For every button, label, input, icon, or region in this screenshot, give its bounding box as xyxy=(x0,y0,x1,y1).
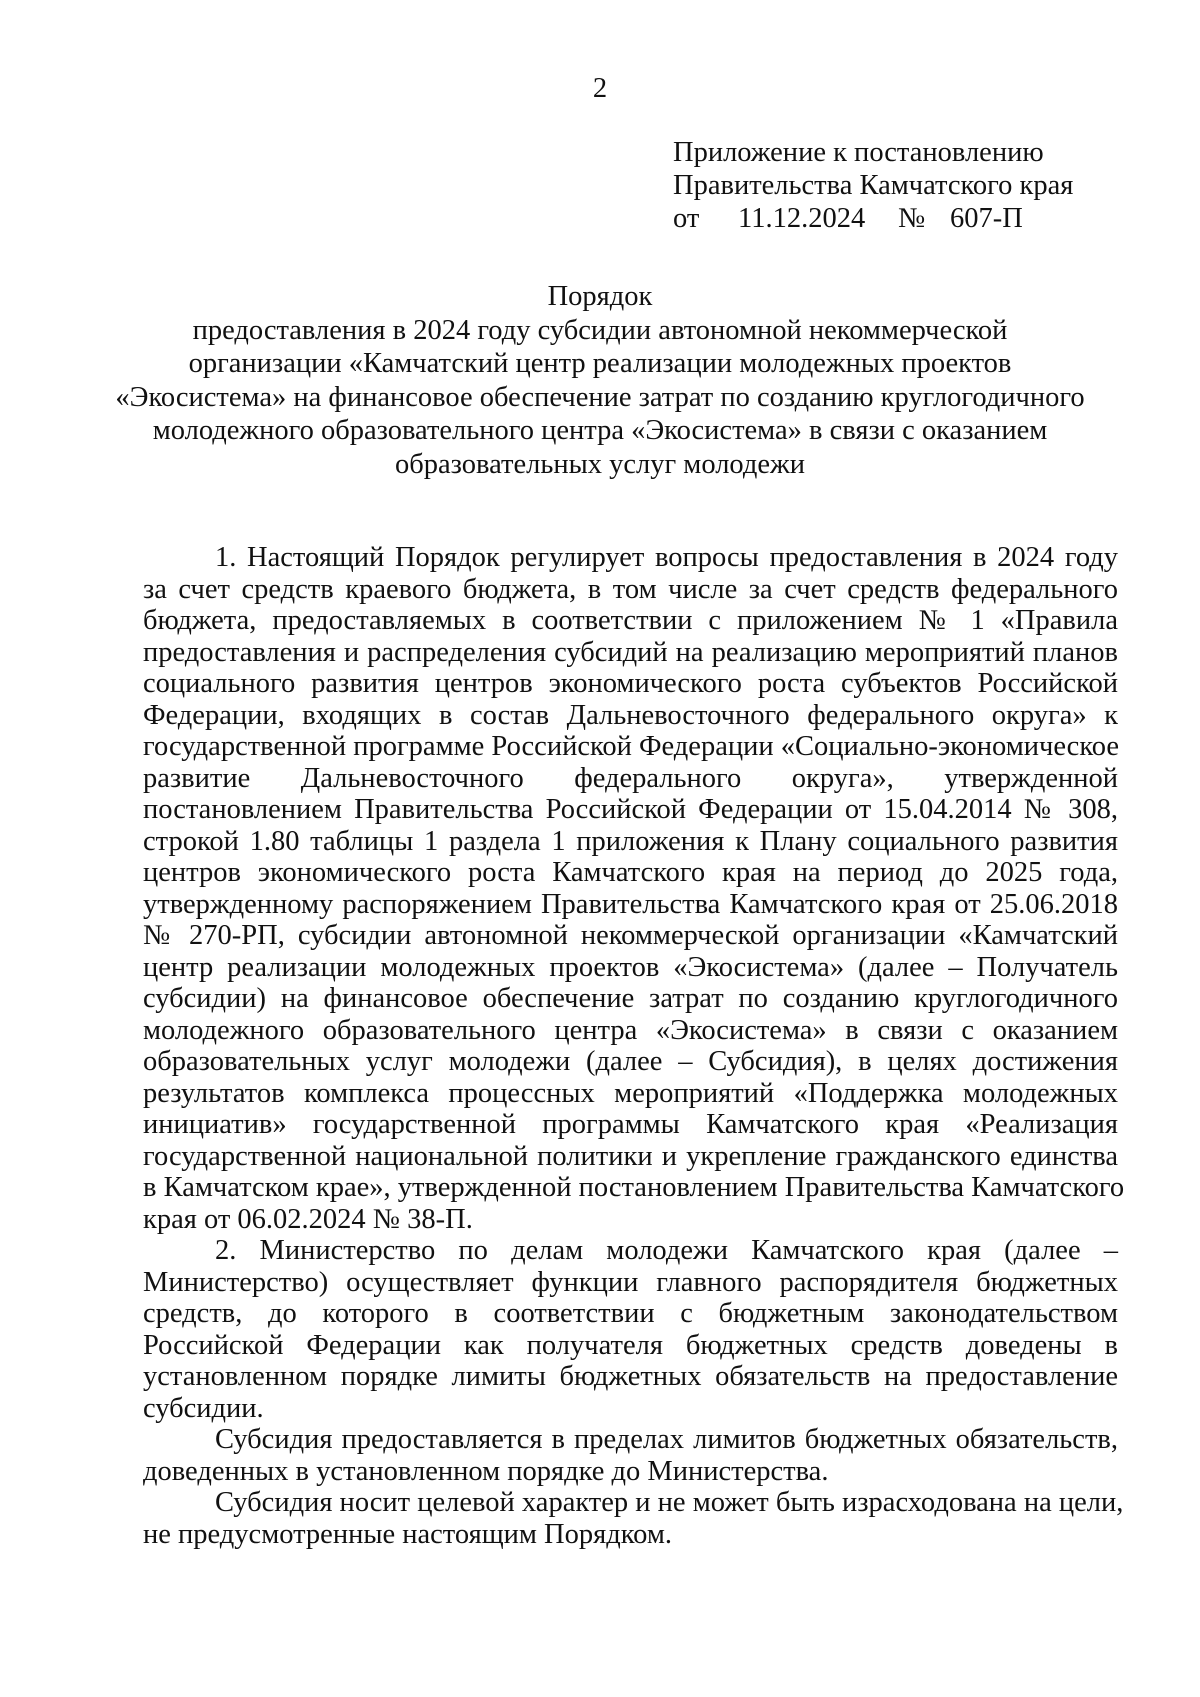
paragraph-line: субсидии) на финансовое обеспечение затрат по созданию круглогодичного xyxy=(143,983,1118,1014)
paragraph-line: государственной национальной политики и укрепление гражданского единства xyxy=(143,1140,1118,1172)
page-number: 2 xyxy=(592,73,608,104)
paragraph-line: за счет средств краевого бюджета, в том числе за счет средств федерального xyxy=(143,573,1118,605)
paragraph-line: строкой 1.80 таблицы 1 раздела 1 приложения к Плану социального развития xyxy=(143,825,1118,857)
paragraph-line: доведенных в установленном порядке до Министерства. xyxy=(143,1455,829,1487)
paragraph-line: Федерации, входящих в состав Дальневосточного федерального округа» к xyxy=(143,699,1118,731)
paragraph-line: не предусмотренные настоящим Порядком. xyxy=(143,1518,673,1550)
paragraph-line: 1. Настоящий Порядок регулирует вопросы предоставления в 2024 году xyxy=(215,542,1118,573)
paragraph-line: средств, до которого в соответствии с бюджетным законодательством xyxy=(143,1298,1118,1329)
title-line: предоставления в 2024 году субсидии автономной некоммерческой xyxy=(192,314,1008,346)
document-body xyxy=(143,542,1125,1550)
appendix-number-sign: № xyxy=(898,203,926,234)
paragraph-line: бюджета, предоставляемых в соответствии с приложением № 1 «Правила xyxy=(143,605,1118,636)
paragraph-line: предоставления и распределения субсидий на реализацию мероприятий планов xyxy=(143,636,1118,668)
title-line: образовательных услуг молодежи xyxy=(395,448,805,480)
paragraph-line: Субсидия носит целевой характер и не может быть израсходована на цели, xyxy=(215,1487,1124,1518)
paragraph-line: постановлением Правительства Российской Федерации от 15.04.2014 № 308, xyxy=(143,794,1118,825)
appendix-date: 11.12.2024 xyxy=(738,203,866,234)
paragraph xyxy=(143,542,1125,1235)
paragraph xyxy=(143,1424,1118,1487)
paragraph-line: Министерство) осуществляет функции главного распорядителя бюджетных xyxy=(143,1266,1118,1298)
paragraph-line: центр реализации молодежных проектов «Экосистема» (далее – Получатель xyxy=(143,951,1118,983)
title-line: молодежного образовательного центра «Экосистема» в связи с оказанием xyxy=(152,415,1048,447)
paragraph xyxy=(143,1487,1124,1550)
appendix-header xyxy=(673,136,1153,235)
paragraph-line: в Камчатском крае», утвержденной постановлением Правительства Камчатского xyxy=(143,1172,1125,1203)
paragraph-line: результатов комплекса процессных мероприятий «Поддержка молодежных xyxy=(143,1077,1118,1109)
paragraph-line: субсидии. xyxy=(143,1392,264,1424)
paragraph-line: развитие Дальневосточного федерального округа», утвержденной xyxy=(143,762,1118,794)
paragraph-line: Российской Федерации как получателя бюджетных средств доведены в xyxy=(143,1329,1118,1361)
paragraph-line: края от 06.02.2024 № 38-П. xyxy=(143,1203,473,1235)
paragraph-line: 2. Министерство по делам молодежи Камчатского края (далее – xyxy=(215,1235,1118,1266)
title-line: организации «Камчатский центр реализации молодежных проектов xyxy=(188,348,1012,380)
paragraph xyxy=(143,1235,1118,1424)
paragraph-line: государственной программе Российской Федерации «Социально-экономическое xyxy=(143,731,1119,762)
paragraph-line: № 270-РП, субсидии автономной некоммерческой организации «Камчатский xyxy=(143,920,1118,951)
paragraph-line: инициатив» государственной программы Камчатского края «Реализация xyxy=(143,1109,1118,1140)
paragraph-line: утвержденному распоряжением Правительства Камчатского края от 25.06.2018 xyxy=(143,888,1118,920)
paragraph-line: центров экономического роста Камчатского края на период до 2025 года, xyxy=(143,857,1118,888)
appendix-from-label: от xyxy=(673,203,700,234)
appendix-number: 607-П xyxy=(950,203,1023,234)
title-line: «Экосистема» на финансовое обеспечение затрат по созданию круглогодичного xyxy=(115,381,1085,413)
document-title xyxy=(100,280,1100,482)
paragraph-line: установленном порядке лимиты бюджетных обязательств на предоставление xyxy=(143,1361,1118,1392)
title-heading: Порядок xyxy=(547,281,653,312)
appendix-line-1: Приложение к постановлению xyxy=(673,137,1044,168)
paragraph-line: Субсидия предоставляется в пределах лимитов бюджетных обязательств, xyxy=(215,1424,1118,1455)
paragraph-line: образовательных услуг молодежи (далее – Субсидия), в целях достижения xyxy=(143,1046,1118,1077)
appendix-line-2: Правительства Камчатского края xyxy=(673,170,1074,201)
paragraph-line: молодежного образовательного центра «Экосистема» в связи с оказанием xyxy=(143,1014,1118,1046)
appendix-number-line xyxy=(673,202,1153,235)
paragraph-line: социального развития центров экономического роста субъектов Российской xyxy=(143,668,1118,699)
